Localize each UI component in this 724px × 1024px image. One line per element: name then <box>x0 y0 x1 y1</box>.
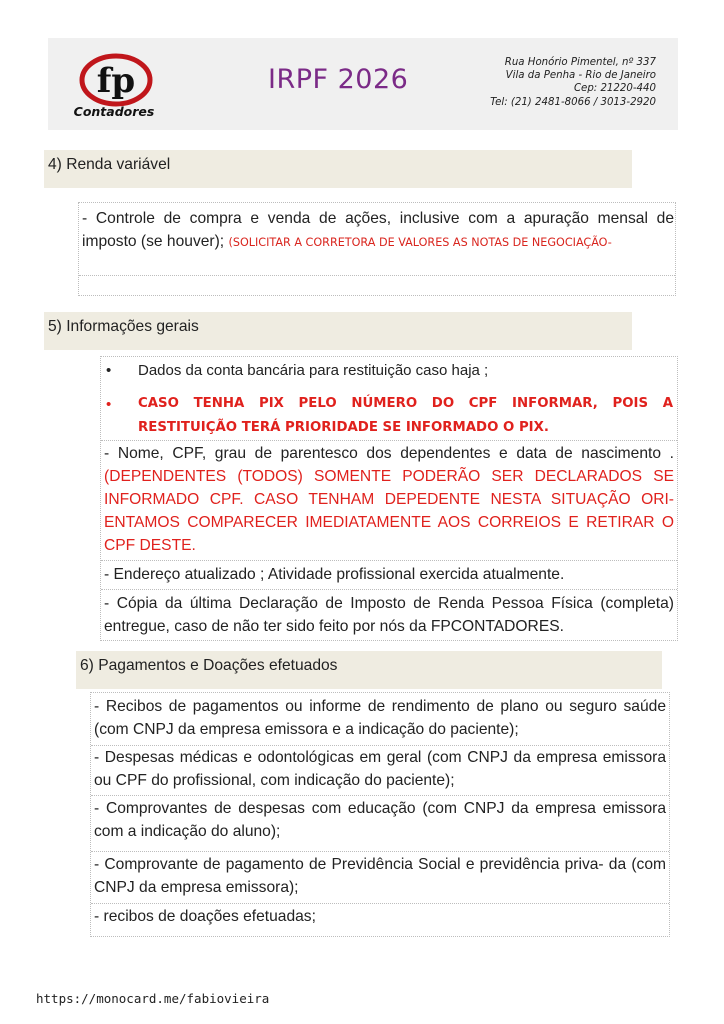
doacoes-item: - recibos de doações efetuadas; <box>94 908 316 925</box>
dependentes-item <box>104 442 674 557</box>
row-divider <box>91 851 669 852</box>
previdencia-item: - Comprovante de pagamento de Previdência Social e previdência priva- da (com CNPJ da empresa emissora); <box>94 856 666 896</box>
section-5-title: 5) Informações gerais <box>48 318 199 335</box>
section-4-header <box>44 150 632 188</box>
address-line: Cep: 21220-440 <box>573 83 656 95</box>
section-5-header <box>44 312 632 350</box>
section-6-header <box>76 651 662 689</box>
company-logo <box>70 50 160 120</box>
footer-link[interactable]: https://monocard.me/fabiovieira <box>36 991 270 1006</box>
row-divider <box>101 589 677 590</box>
conta-bancaria-item: Dados da conta bancária para restituição caso haja ; <box>138 362 489 379</box>
logo-letters: fp <box>96 61 136 101</box>
row-divider <box>101 440 677 441</box>
bullet-dot: • <box>106 362 112 379</box>
despesas-educacao-item: - Comprovantes de despesas com educação (com CNPJ da empresa emissora com a indicação do aluno); <box>94 800 666 840</box>
page-header <box>48 38 678 130</box>
page-title: IRPF 2026 <box>268 64 409 95</box>
logo-subtitle: Contadores <box>73 104 155 119</box>
address-line: Vila da Penha - Rio de Janeiro <box>505 70 656 82</box>
dependentes-text: - Nome, CPF, grau de parentesco dos dependentes e data de nascimento . <box>104 445 674 462</box>
renda-variavel-item <box>82 207 674 254</box>
recibos-saude-item: - Recibos de pagamentos ou informe de rendimento de plano ou seguro saúde (com CNPJ da empresa emissora e a indicação do paciente); <box>94 698 666 738</box>
endereco-item: - Endereço atualizado ; Atividade profissional exercida atualmente. <box>104 566 565 583</box>
company-address <box>490 56 656 109</box>
copia-declaracao-item: - Cópia da última Declaração de Imposto de Renda Pessoa Física (completa) entregue, caso de não ter sido feito por nós da FPCONTADORES. <box>104 595 674 635</box>
address-line: Tel: (21) 2481-8066 / 3013-2920 <box>490 96 656 108</box>
dependentes-note: (DEPENDENTES (TODOS) SOMENTE PODERÃO SER DECLARADOS SE INFORMADO CPF. CASO TENHAM DEPEDENTE NESTA SITUAÇÃO ORI- ENTAMOS COMPARECER IMEDIATAMENTE AOS CORREIOS E RETIRAR O CPF DESTE. <box>104 468 674 554</box>
row-divider <box>91 795 669 796</box>
section-6-title: 6) Pagamentos e Doações efetuados <box>80 657 338 674</box>
row-divider <box>91 903 669 904</box>
address-line: Rua Honório Pimentel, nº 337 <box>504 57 656 68</box>
row-divider <box>101 560 677 561</box>
section-4-title: 4) Renda variável <box>48 156 171 173</box>
renda-variavel-note: (SOLICITAR A CORRETORA DE VALORES AS NOTAS DE NEGOCIAÇÃO- <box>228 236 612 249</box>
renda-variavel-text: - Controle de compra e venda de ações, inclusive com a apuração mensal de imposto (se houver); <box>82 210 674 250</box>
row-divider <box>79 275 675 276</box>
bullet-dot: • <box>106 396 112 413</box>
despesas-medicas-item: - Despesas médicas e odontológicas em geral (com CNPJ da empresa emissora ou CPF do profissional, com indicação do paciente); <box>94 749 666 789</box>
pix-warning: CASO TENHA PIX PELO NÚMERO DO CPF INFORMAR, POIS A RESTITUIÇÃO TERÁ PRIORIDADE SE INFORMADO O PIX. <box>138 396 673 435</box>
